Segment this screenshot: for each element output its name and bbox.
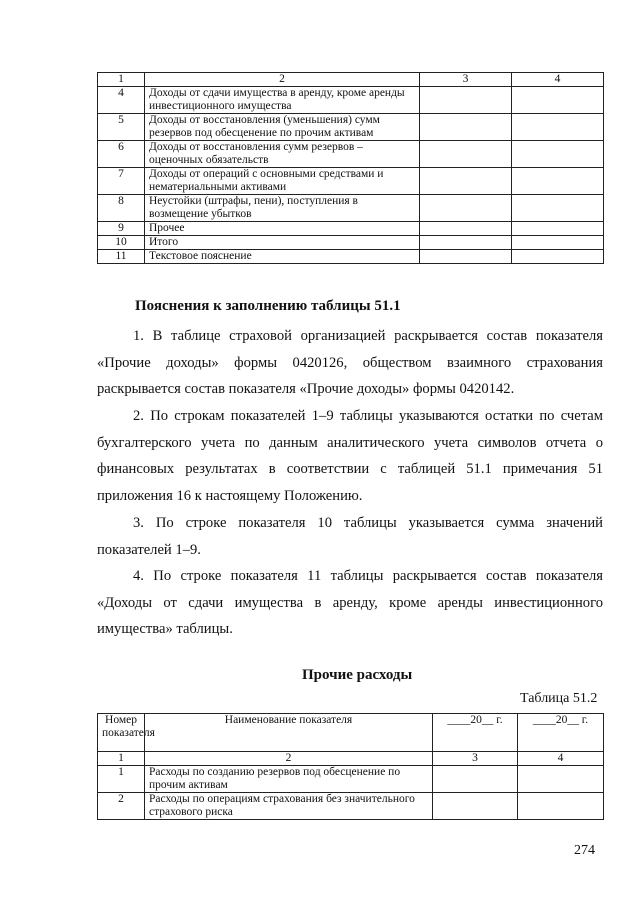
row-number: 11 <box>98 250 145 264</box>
table-row <box>98 752 604 766</box>
value-cell <box>512 195 604 222</box>
value-cell <box>512 114 604 141</box>
paragraph: 3. По строке показателя 10 таблицы указывается сумма значений показателей 1–9. <box>97 515 603 558</box>
value-cell <box>420 87 512 114</box>
row-number: 4 <box>98 87 145 114</box>
section-heading: Прочие расходы <box>302 667 413 683</box>
column-number: 1 <box>98 752 145 766</box>
row-number: 9 <box>98 222 145 236</box>
table-row <box>98 793 604 820</box>
indicator-name: Расходы по операциям страхования без значительного страхового риска <box>145 793 433 820</box>
value-cell <box>420 195 512 222</box>
table-row <box>98 250 604 264</box>
indicator-name: Доходы от восстановления (уменьшения) сумм резервов под обесценение по прочим активам <box>145 114 420 141</box>
indicator-name: Прочее <box>145 222 420 236</box>
row-number: 6 <box>98 141 145 168</box>
value-cell <box>512 250 604 264</box>
column-number: 2 <box>145 752 433 766</box>
value-cell <box>518 793 604 820</box>
column-number: 1 <box>98 73 145 87</box>
section-heading: Пояснения к заполнению таблицы 51.1 <box>135 298 401 314</box>
table-row <box>98 114 604 141</box>
row-number: 1 <box>98 766 145 793</box>
table-row <box>98 141 604 168</box>
table-row <box>98 222 604 236</box>
row-number: 7 <box>98 168 145 195</box>
table-row <box>98 236 604 250</box>
row-number: 8 <box>98 195 145 222</box>
indicator-name: Текстовое пояснение <box>145 250 420 264</box>
indicator-name: Доходы от сдачи имущества в аренду, кроме аренды инвестиционного имущества <box>145 87 420 114</box>
row-number: 2 <box>98 793 145 820</box>
paragraph: 4. По строке показателя 11 таблицы раскрывается состав показателя «Доходы от сдачи имущества в аренду, кроме аренды инвестиционного имущества» таблицы. <box>97 568 603 637</box>
indicator-name: Итого <box>145 236 420 250</box>
value-cell <box>512 168 604 195</box>
value-cell <box>512 236 604 250</box>
table-51-2 <box>97 713 604 820</box>
column-header: Номер показателя <box>98 714 145 752</box>
value-cell <box>512 141 604 168</box>
value-cell <box>420 250 512 264</box>
column-number: 3 <box>420 73 512 87</box>
column-number: 3 <box>433 752 518 766</box>
column-header: ____20__ г. <box>433 714 518 752</box>
column-header: Наименование показателя <box>145 714 433 752</box>
column-number: 4 <box>512 73 604 87</box>
value-cell <box>420 168 512 195</box>
table-row <box>98 766 604 793</box>
table-row <box>98 73 604 87</box>
indicator-name: Доходы от восстановления сумм резервов – оценочных обязательств <box>145 141 420 168</box>
indicator-name: Доходы от операций с основными средствами и нематериальными активами <box>145 168 420 195</box>
value-cell <box>512 222 604 236</box>
paragraph: 2. По строкам показателей 1–9 таблицы указываются остатки по счетам бухгалтерского учета по данным аналитического учета символов отчета о финансовых результатах в соответствии с таблицей 51.1 примечания 51 приложения 16 к настоящему Положению. <box>97 408 603 504</box>
value-cell <box>433 766 518 793</box>
table-51-1 <box>97 72 604 264</box>
value-cell <box>420 236 512 250</box>
value-cell <box>512 87 604 114</box>
page-number: 274 <box>574 843 595 858</box>
table-row <box>98 168 604 195</box>
value-cell <box>433 793 518 820</box>
table-row <box>98 195 604 222</box>
table-label: Таблица 51.2 <box>520 691 598 706</box>
table-row <box>98 87 604 114</box>
row-number: 5 <box>98 114 145 141</box>
value-cell <box>420 141 512 168</box>
value-cell <box>518 766 604 793</box>
row-number: 10 <box>98 236 145 250</box>
column-number: 2 <box>145 73 420 87</box>
column-header: ____20__ г. <box>518 714 604 752</box>
indicator-name: Расходы по созданию резервов под обесценение по прочим активам <box>145 766 433 793</box>
value-cell <box>420 222 512 236</box>
column-number: 4 <box>518 752 604 766</box>
value-cell <box>420 114 512 141</box>
paragraph: 1. В таблице страховой организацией раскрывается состав показателя «Прочие доходы» формы 0420126, обществом взаимного страхования раскрывается состав показателя «Прочие доходы» формы 0420142. <box>97 328 603 397</box>
indicator-name: Неустойки (штрафы, пени), поступления в возмещение убытков <box>145 195 420 222</box>
table-header-row <box>98 714 604 752</box>
